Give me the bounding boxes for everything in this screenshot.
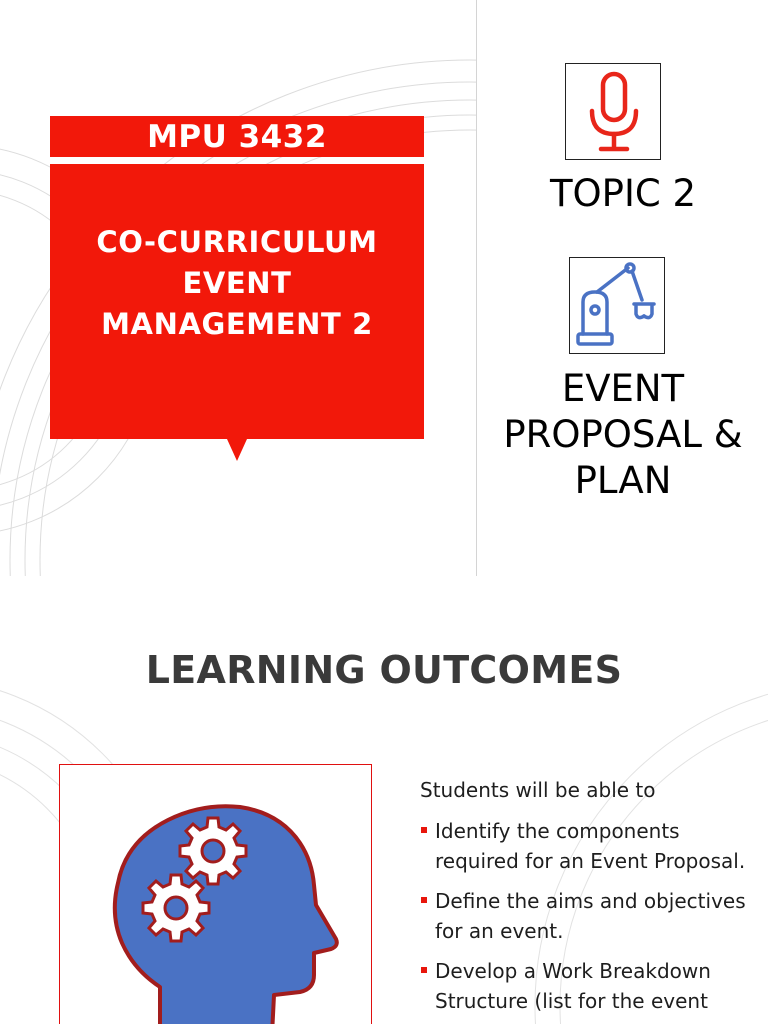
subtopic-title (477, 366, 768, 504)
list-item-text: Develop a Work Breakdown Structure (list for the event (435, 959, 711, 1013)
title-box (50, 164, 424, 439)
list-item-text: Identify the components required for an Event Proposal. (435, 819, 746, 873)
list-item (420, 956, 760, 1016)
robot-arm-icon (569, 257, 665, 354)
subtopic-line: EVENT (561, 367, 685, 410)
outcomes-list (420, 816, 760, 1024)
learning-outcomes-slide (0, 576, 768, 1024)
list-item-text: Define the aims and objectives for an event. (435, 889, 746, 943)
list-item (420, 816, 760, 876)
head-gears-icon (60, 765, 371, 1024)
bullet-marker (421, 827, 427, 833)
subtopic-line: PROPOSAL & (503, 413, 743, 456)
course-title-line: CO-CURRICULUM (96, 225, 378, 259)
list-item (420, 886, 760, 946)
course-title-line: EVENT (182, 266, 292, 300)
topic-label: TOPIC 2 (549, 172, 697, 215)
head-gears-image (59, 764, 372, 1024)
intro-text: Students will be able to (420, 778, 656, 802)
microphone-icon (565, 63, 661, 160)
subtopic-line: PLAN (574, 459, 672, 502)
course-code: MPU 3432 (50, 116, 424, 157)
course-title (50, 222, 424, 345)
course-title-line: MANAGEMENT 2 (101, 307, 373, 341)
topic-panel (476, 0, 768, 576)
bullet-marker (421, 897, 427, 903)
slide-title: LEARNING OUTCOMES (145, 648, 623, 692)
callout-pointer (227, 439, 247, 461)
bullet-marker (421, 967, 427, 973)
